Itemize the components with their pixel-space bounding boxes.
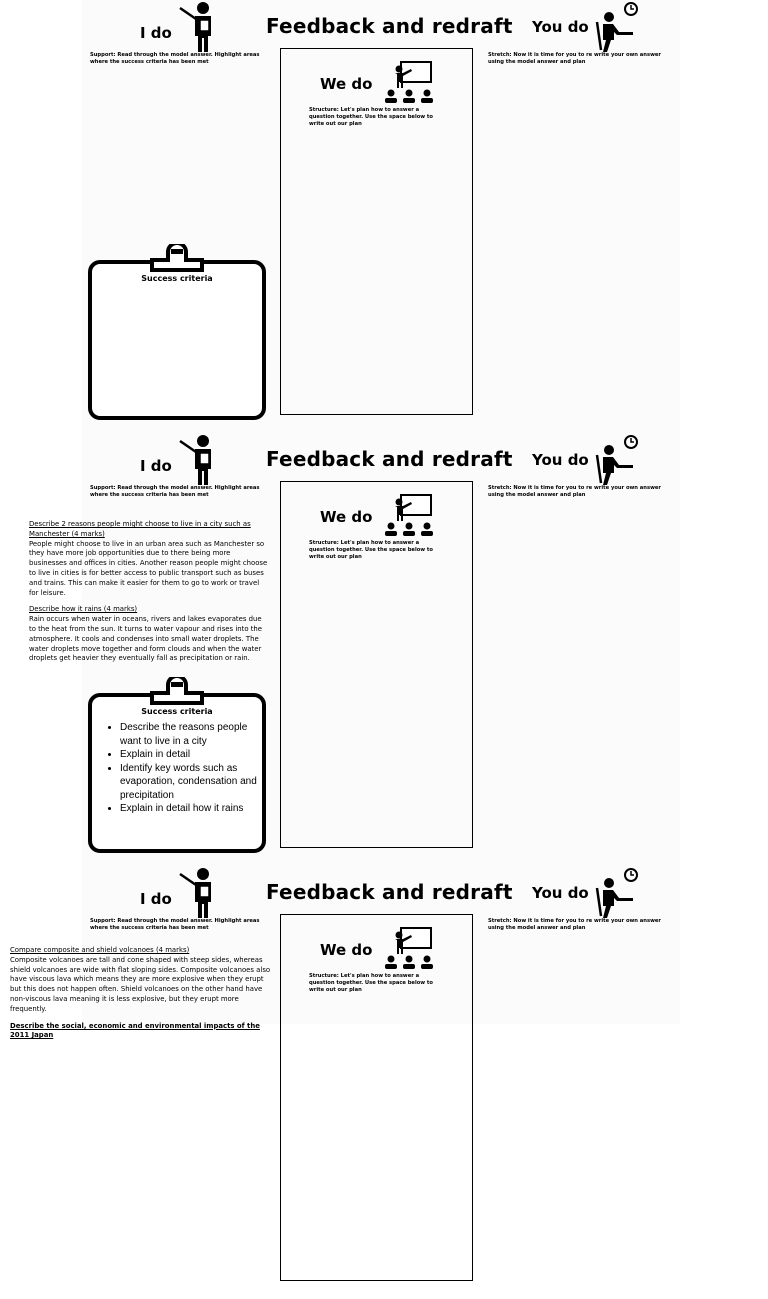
- clipboard-clip-icon: [144, 677, 210, 707]
- support-instruction: Support: Read through the model answer. Highlight areas where the success criteria has been met: [90, 485, 260, 499]
- model-answer: [10, 946, 272, 1041]
- stretch-instruction: Stretch: Now it is time for you to re write your own answer using the model answer and plan: [488, 918, 661, 932]
- student-desk-clock-icon: [593, 433, 641, 485]
- teacher-pointer-icon: [176, 433, 216, 485]
- page-title: Feedback and redraft: [266, 447, 513, 471]
- worksheet-section-2: [0, 433, 768, 866]
- clipboard-board: [88, 260, 266, 420]
- teacher-board-class-icon: [385, 61, 437, 107]
- teacher-pointer-icon: [176, 866, 216, 918]
- page-title: Feedback and redraft: [266, 880, 513, 904]
- question-text: Compare composite and shield volcanoes (4 marks): [10, 946, 190, 954]
- answer-text: People might choose to live in an urban area such as Manchester so they have more job opportunities due to there being more businesses and offices in cities. Another reason people might choose to live in cities is for better access to public transport such as buses and trains. This can make it easier for them to go to work or travel for leisure.: [29, 539, 268, 597]
- i-do-heading: I do: [140, 890, 172, 908]
- answer-text: Rain occurs when water in oceans, rivers and lakes evaporates due to the heat from the sun. It turns to water vapour and rises into the atmosphere. It cools and condenses into small water droplets. The water droplets move together and form clouds and when the water droplets get heavier they eventually fall as precipitation or rain.: [29, 615, 263, 663]
- i-do-heading: I do: [140, 24, 172, 42]
- you-do-heading: You do: [532, 18, 589, 36]
- support-instruction: Support: Read through the model answer. Highlight areas where the success criteria has been met: [90, 52, 260, 66]
- success-criteria-clipboard: [88, 244, 266, 422]
- success-criteria-list: [100, 721, 270, 816]
- teacher-pointer-icon: [176, 0, 216, 52]
- page-title: Feedback and redraft: [266, 14, 513, 38]
- success-criteria-title: Success criteria: [141, 274, 213, 283]
- criteria-item: • Explain in detail: [120, 748, 270, 762]
- support-instruction: Support: Read through the model answer. Highlight areas where the success criteria has been met: [90, 918, 260, 932]
- structure-instruction: Structure: Let's plan how to answer a question together. Use the space below to write out our plan: [309, 107, 433, 128]
- we-do-heading: We do: [320, 941, 373, 959]
- stretch-instruction: Stretch: Now it is time for you to re write your own answer using the model answer and plan: [488, 52, 661, 66]
- structure-instruction: Structure: Let's plan how to answer a question together. Use the space below to write out our plan: [309, 973, 433, 994]
- stretch-instruction: Stretch: Now it is time for you to re write your own answer using the model answer and plan: [488, 485, 661, 499]
- teacher-board-class-icon: [385, 927, 437, 973]
- student-desk-clock-icon: [593, 866, 641, 918]
- we-do-heading: We do: [320, 75, 373, 93]
- model-answer: [29, 520, 269, 671]
- we-do-heading: We do: [320, 508, 373, 526]
- answer-text: Composite volcanoes are tall and cone shaped with steep sides, whereas shield volcanoes are wide with flat sloping sides. Composite volcanoes also have viscous lava which means they are more explosive when they erupt but this does not happen often. Shield volcanoes on the other hand have non-viscous lava meaning it is less explosive, but they erupt more frequently.: [10, 955, 271, 1013]
- we-do-planning-box[interactable]: [280, 481, 473, 848]
- structure-instruction: Structure: Let's plan how to answer a question together. Use the space below to write out our plan: [309, 540, 433, 561]
- question-text: Describe how it rains (4 marks): [29, 605, 138, 614]
- success-criteria-clipboard: [88, 677, 266, 855]
- criteria-item: • Explain in detail how it rains: [120, 802, 270, 816]
- teacher-board-class-icon: [385, 494, 437, 540]
- you-do-heading: You do: [532, 451, 589, 469]
- question-text: Describe the social, economic and environmental impacts of the 2011 Japan: [10, 1021, 260, 1040]
- student-desk-clock-icon: [593, 0, 641, 52]
- i-do-heading: I do: [140, 457, 172, 475]
- criteria-item: • Identify key words such as evaporation, condensation and precipitation: [120, 762, 270, 803]
- clipboard-clip-icon: [144, 244, 210, 274]
- success-criteria-title: Success criteria: [141, 707, 213, 716]
- we-do-planning-box[interactable]: [280, 48, 473, 415]
- criteria-item: • Describe the reasons people want to live in a city: [120, 721, 270, 748]
- worksheet-section-1: [0, 0, 768, 433]
- we-do-planning-box[interactable]: [280, 914, 473, 1281]
- worksheet-section-3: [0, 866, 768, 1299]
- you-do-heading: You do: [532, 884, 589, 902]
- question-text: Describe 2 reasons people might choose to live in a city such as Manchester (4 marks): [29, 520, 251, 538]
